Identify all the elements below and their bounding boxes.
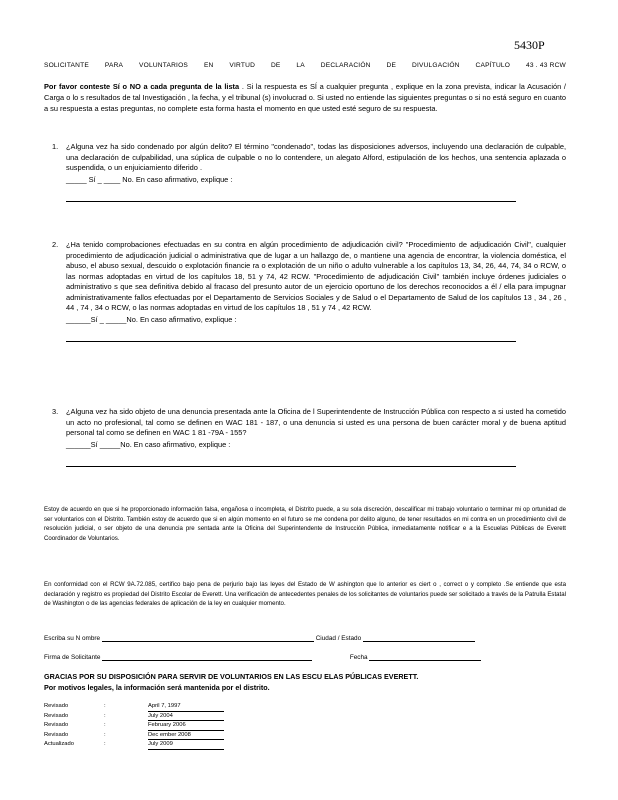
revision-row: Revisado : February 2006	[44, 721, 224, 731]
revision-date: February 2006	[148, 721, 224, 731]
name-label: Escriba su N ombre	[44, 635, 101, 642]
header-word: DE	[270, 62, 281, 69]
revision-date: July 2009	[148, 740, 224, 750]
question-text: ¿Alguna vez ha sido condenado por algún delito? El término "condenado", todas las disposiciones adversos, incluyendo una declaración de culpable, una declaración de culpabilidad, una súplica de culpable o no lo contendere, un alegato Alford, estipulación de los hechos, una sentencia aplazada o suspendida, o un enjuiciamiento diferido .	[66, 142, 566, 172]
signature-label: Firma de Solicitante	[44, 654, 101, 661]
question-answer: ______Sí _ _____No. En caso afirmativo, explique :	[66, 314, 237, 324]
revision-date: July 2004	[148, 712, 224, 722]
instructions-bold: Por favor conteste Sí o NO a cada pregunta de la lista	[44, 82, 240, 91]
city-field[interactable]	[363, 632, 475, 642]
header-word: DIVULGACIÓN	[412, 62, 460, 69]
agreement-paragraph: Estoy de acuerdo en que si he proporcionado información falsa, engañosa o incompleta, el Distrito puede, a su sola discreción, descalificar mi trabajo voluntario o terminar mi op ortunidad de ser voluntarios con el Distrito. También estoy de acuerdo que si en algún momento en el futuro se me condena por delito alguno, de tener resultados en mi contra en un procedimiento civil de resolución judicial, o ser objeto de una denuncia pre sentada ante la Oficina del Superintendente de Instrucción Pública, inmediatamente notificar e a la Escuelas Públicas de Everett Coordinador de Voluntarios.	[44, 506, 566, 542]
city-label: Ciudad / Estado	[315, 635, 362, 642]
form-number: 5430P	[514, 38, 545, 52]
form-header	[44, 62, 566, 69]
header-word: SOLICITANTE	[44, 62, 89, 69]
revision-label: Revisado	[44, 712, 69, 719]
name-city-row	[44, 632, 475, 642]
signature-field[interactable]	[102, 651, 312, 661]
revision-row: Revisado : April 7, 1997	[44, 702, 224, 712]
revision-date: Dec ember 2008	[148, 731, 224, 741]
revision-label: Actualizado	[44, 741, 74, 748]
thanks-line: GRACIAS POR SU DISPOSICIÓN PARA SERVIR DE VOLUNTARIOS EN LAS ESCU ELAS PÚBLICAS EVERETT.	[44, 672, 419, 681]
privacy-line: Por motivos legales, la información será mantenida por el distrito.	[44, 683, 270, 692]
explanation-line[interactable]	[66, 450, 516, 467]
date-field[interactable]	[369, 651, 481, 661]
signature-date-row	[44, 651, 481, 661]
question-answer: _____ Sí _ ____ No. En caso afirmativo, explique :	[66, 174, 233, 184]
question-text: ¿Ha tenido comprobaciones efectuadas en su contra en algún procedimiento de adjudicación civil? "Procedimiento de adjudicación Civil", cualquier procedimiento de adjudicación judicial o administrativa que de lugar a un hallazgo de, o mantiene una agencia de encontrar, la violencia doméstica, el abuso, el abuso sexual, descuido o explotación financie ra o explotación de un niño o adulto vulnerable a los capítulos 13, 34, 26, 44, 74, 34 o RCW, o las normas adoptadas en virtud de los capítulos 18, 51 y 74, 42 RCW. "Procedimiento de adjudicación Civil" también incluye órdenes judiciales o administrativo s que sea definitiva debido al fracaso del presunto autor de un ejercicio oportuno de los derechos reconocidos a él / ella para impugnar administrativamente fallos efectuadas por el Departamento de Servicios Sociales y de Salud o el Departamento de Salud de los capítulos 13 , 34 , 26 , 44 , 74 , 34 o RCW, o las normas adoptadas en virtud de los capítulos 18 , 51 y 74 , 42 RCW.	[66, 240, 566, 312]
name-field[interactable]	[102, 632, 314, 642]
header-word: CAPÍTULO	[475, 62, 511, 69]
question-1	[52, 142, 566, 202]
question-2	[52, 240, 566, 342]
header-word: LA	[296, 62, 305, 69]
revision-label: Revisado	[44, 731, 69, 738]
revision-row: Revisado : July 2004	[44, 712, 224, 722]
revision-history	[44, 702, 224, 750]
question-3	[52, 407, 566, 467]
header-word: VIRTUD	[229, 62, 256, 69]
revision-row: Actualizado : July 2009	[44, 740, 224, 750]
explanation-line[interactable]	[66, 185, 516, 202]
header-word: DECLARACIÓN	[320, 62, 371, 69]
header-word: VOLUNTARIOS	[139, 62, 189, 69]
header-word: EN	[203, 62, 214, 69]
question-text: ¿Alguna vez ha sido objeto de una denuncia presentada ante la Oficina de l Superintendente de Instrucción Pública con respecto a si usted ha cometido un acto no profesional, tal como se definen en WAC 181 - 187, o una denuncia si usted es una persona de buen carácter moral y de buena aptitud personal tal como se definen en WAC 1 81 -79A - 155?	[66, 407, 566, 437]
question-number: 2.	[52, 240, 59, 249]
question-number: 3.	[52, 407, 59, 416]
revision-label: Revisado	[44, 703, 69, 709]
question-answer: ______Sí _____No. En caso afirmativo, explique :	[66, 439, 231, 449]
revision-date: April 7, 1997	[148, 702, 224, 712]
question-number: 1.	[52, 142, 59, 151]
revision-label: Revisado	[44, 722, 69, 729]
closing-note	[44, 671, 566, 693]
explanation-line[interactable]	[66, 325, 516, 342]
date-label: Fecha	[349, 654, 368, 661]
instructions	[44, 81, 566, 114]
header-word: 43 . 43 RCW	[526, 62, 566, 69]
instructions-text: . Si la respuesta es SÍ a cualquier pregunta , explique en la zona prevista, indicar la Acusación / Carga o lo s resultados de tal Investigación , la fecha, y el tribunal (s) involucrad o. Si usted no entiende las siguientes preguntas o si no está seguro en cuanto a su respuesta a estas preguntas, no complete esta forma hasta el momento en que usted esté seguro de su respuesta.	[44, 82, 566, 113]
header-word: DE	[386, 62, 397, 69]
header-word: PARA	[104, 62, 124, 69]
certification-paragraph: En conformidad con el RCW 9A.72.085, certifico bajo pena de perjurio bajo las leyes del Estado de W ashington que lo anterior es ciert o , correct o y completo .Se entiende que esta declaración y registro es propiedad del Distrito Escolar de Everett. Una verificación de antecedentes penales de los solicitantes de voluntarios puede ser solicitado a través de la Patrulla Estatal de Washington o de las agencias federales de aplicación de la ley en cualquier momento.	[44, 581, 566, 607]
revision-row: Revisado : Dec ember 2008	[44, 731, 224, 741]
